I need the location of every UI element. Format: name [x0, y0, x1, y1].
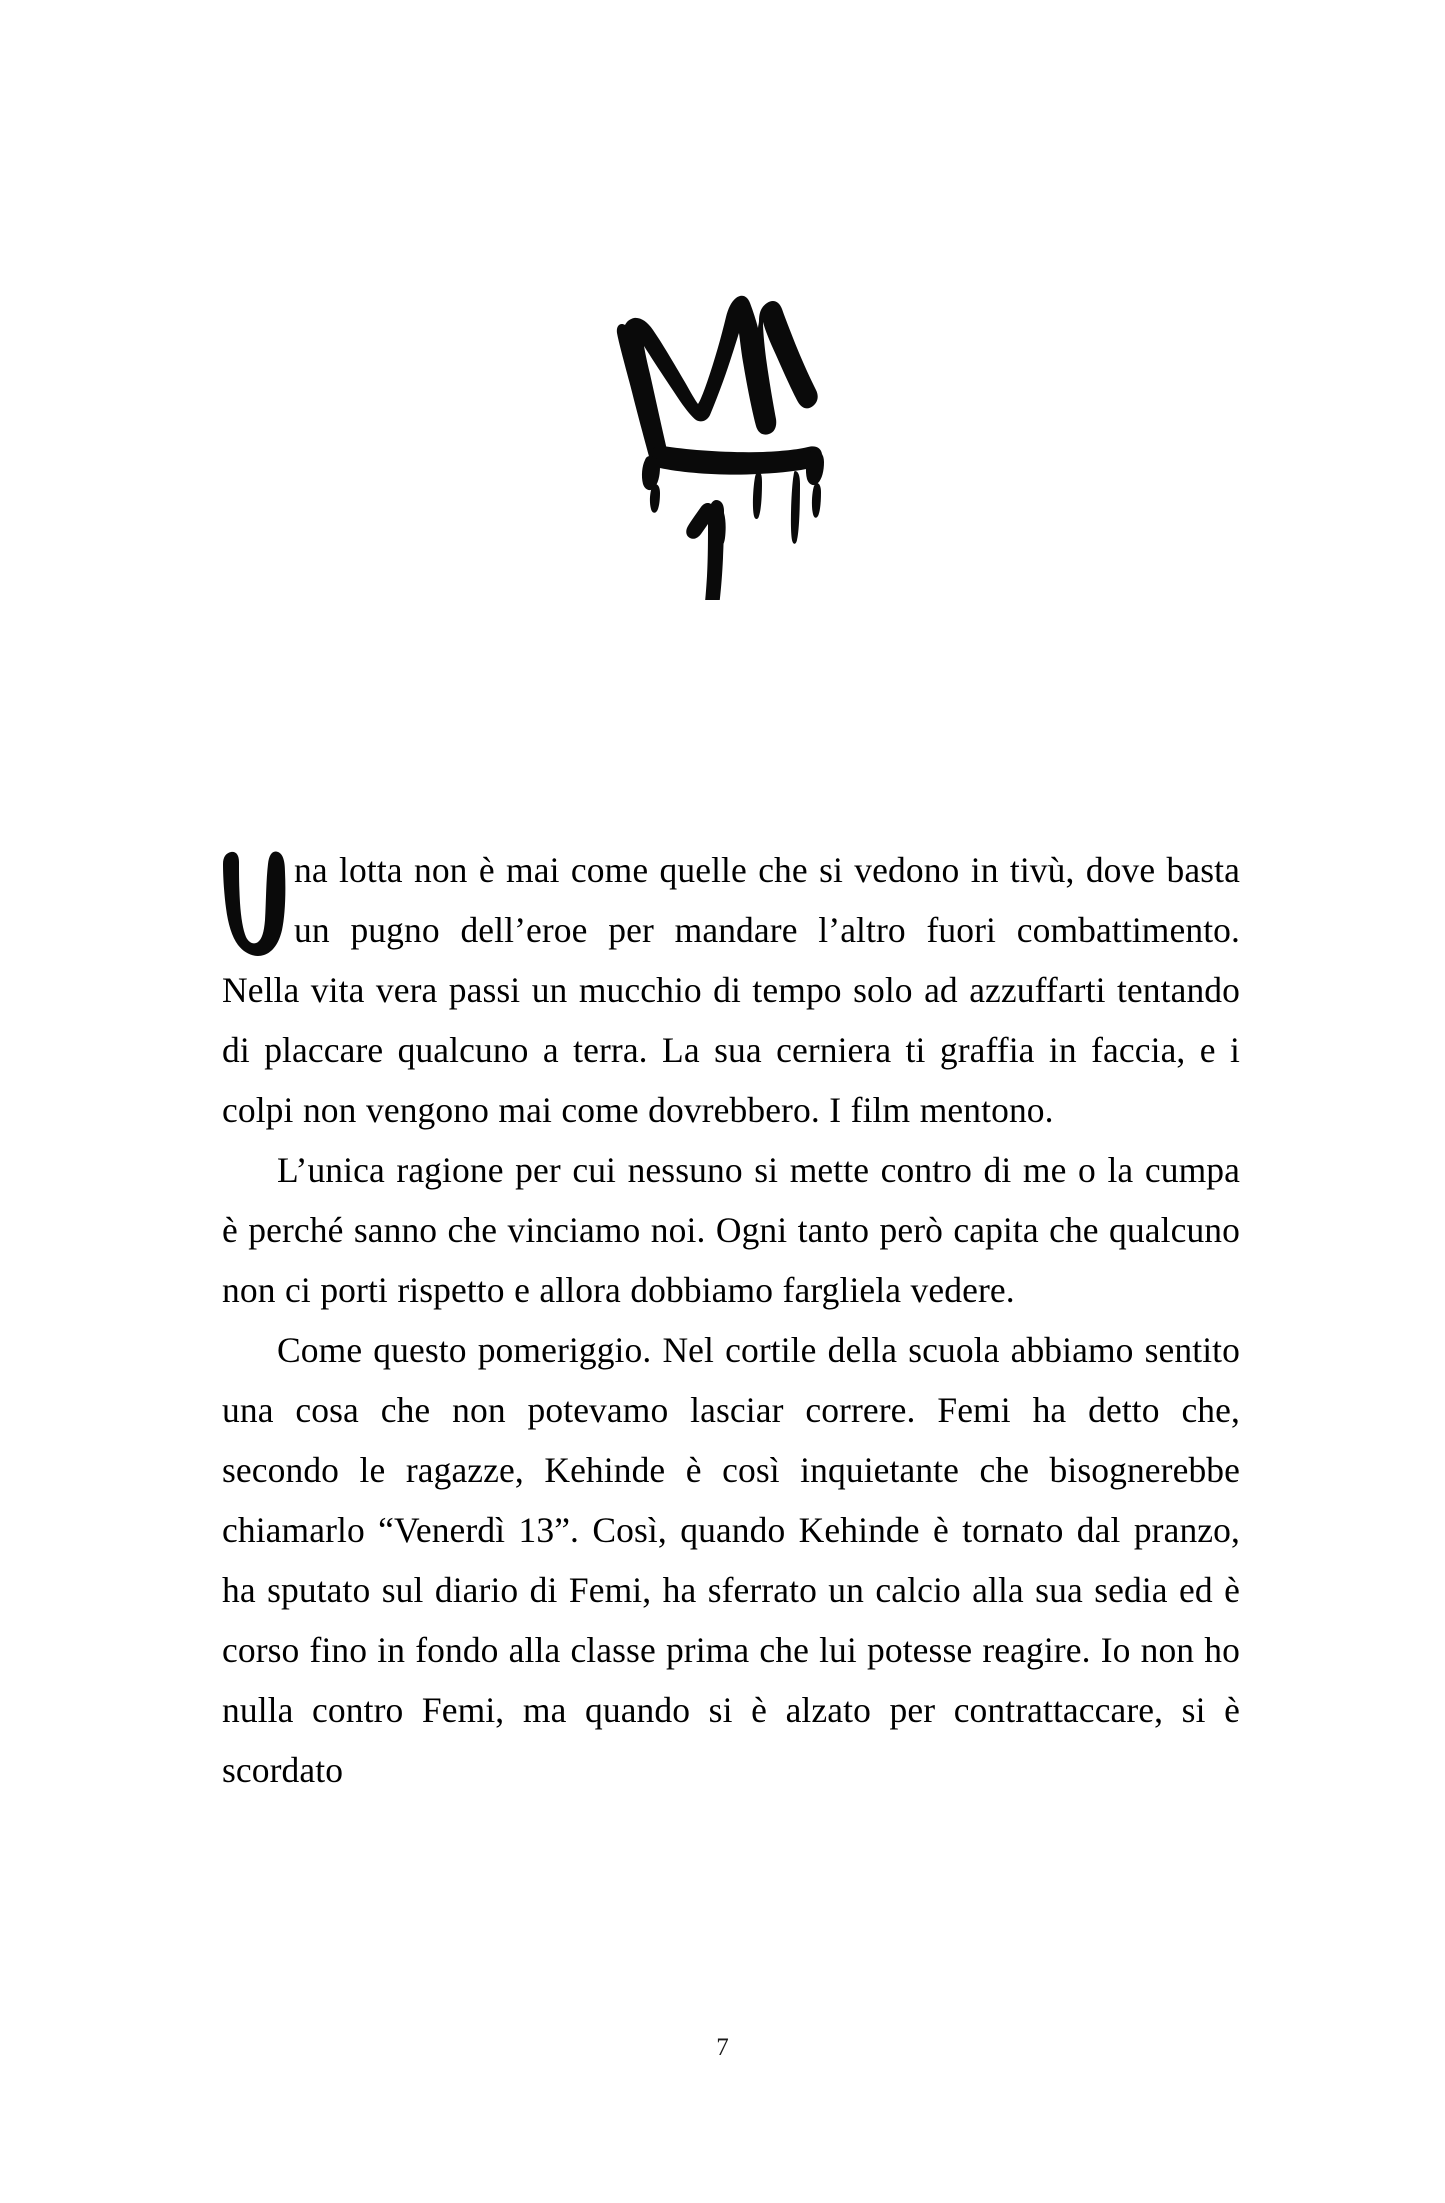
drop-cap-letter — [222, 846, 286, 958]
paragraph-2: L’unica ragione per cui nessuno si mette contro di me o la cumpa è perché sanno che vinciamo noi. Ogni tanto però capita che qualcuno non ci porti rispetto e allora dobbiamo fargliela vedere. — [222, 1150, 1240, 1310]
paragraph-opening-text: na lotta non è mai come quelle che si vedono in tivù, dove basta un pugno dell’eroe per mandare l’altro fuori combattimento. Nella vita vera passi un mucchio di tempo solo ad azzuffarti tentando di placcare qualcuno a terra. La sua cerniera ti graffia in faccia, e i colpi non vengono mai come dovrebbero. I film mentono. — [222, 850, 1240, 1130]
paragraph-opening — [222, 840, 1240, 1140]
paragraph-3: Come questo pomeriggio. Nel cortile della scuola abbiamo sentito una cosa che non potevamo lasciar correre. Femi ha detto che, secondo le ragazze, Kehinde è così inquietante che bisognerebbe chiamarlo “Venerdì 13”. Così, quando Kehinde è tornato dal pranzo, ha sputato sul diario di Femi, ha sferrato un calcio alla sua sedia ed è corso fino in fondo alla classe prima che lui potesse reagire. Io non ho nulla contro Femi, ma quando si è alzato per contrattaccare, si è scordato — [222, 1330, 1240, 1790]
spray-paint-crown-icon — [608, 270, 838, 600]
chapter-opener-ornament — [0, 270, 1445, 600]
body-text-column — [222, 840, 1240, 1800]
hand-drawn-u-icon — [222, 846, 286, 958]
page-number: 7 — [716, 2034, 729, 2061]
